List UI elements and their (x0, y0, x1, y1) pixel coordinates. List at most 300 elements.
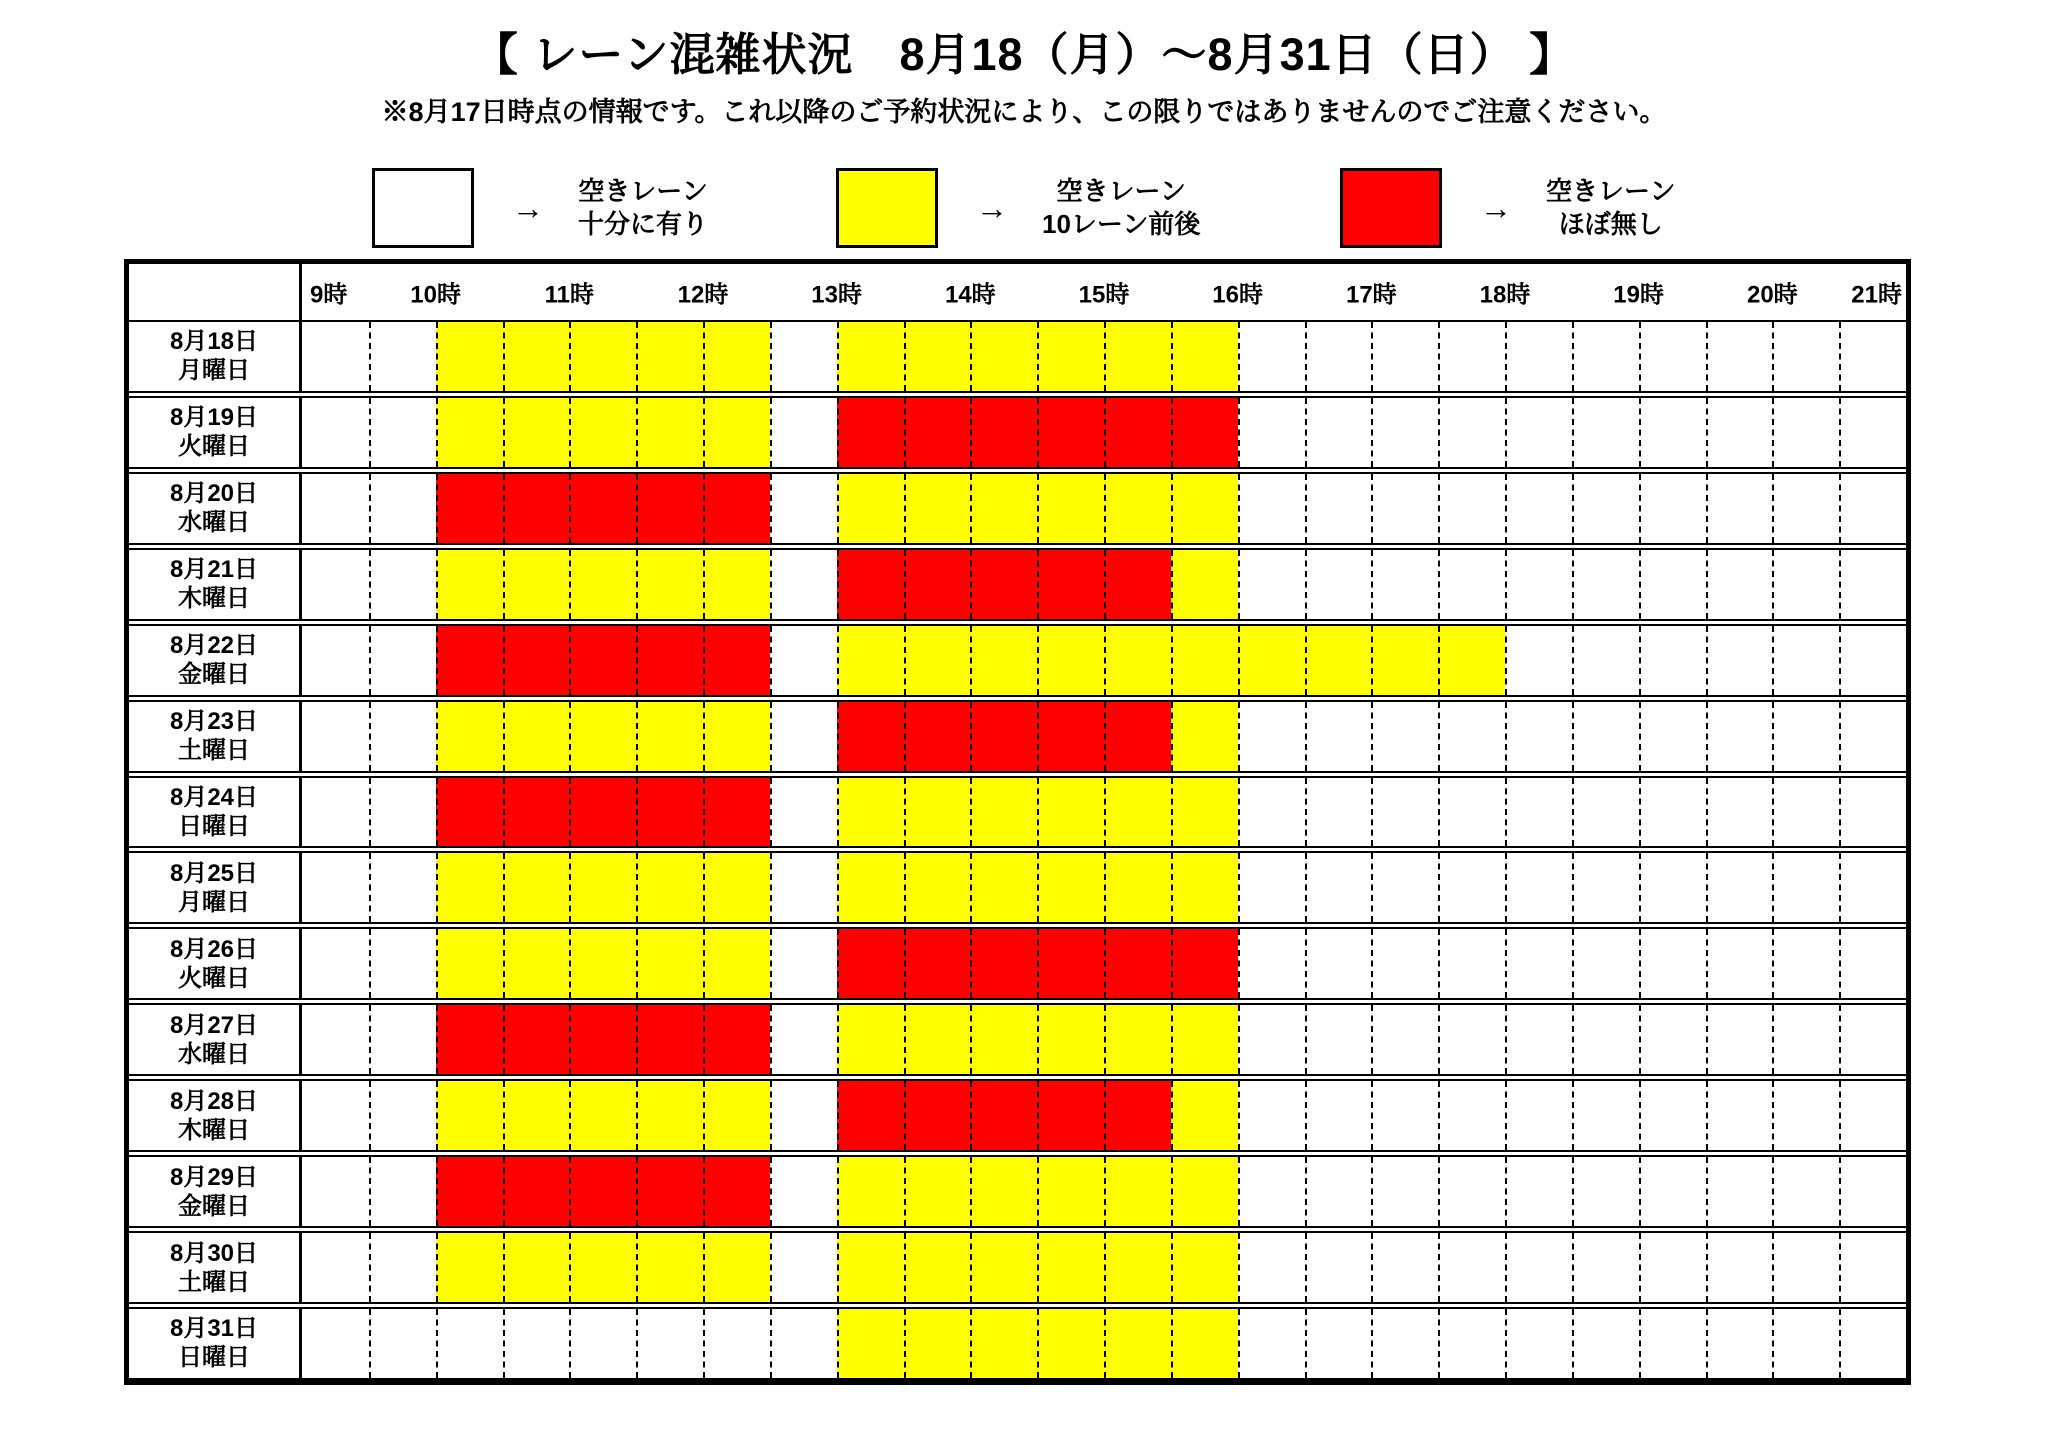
time-slot (1438, 778, 1505, 847)
schedule-row (129, 700, 1906, 773)
weekday-label: 土曜日 (178, 1268, 250, 1296)
hour-label: 10時 (410, 281, 462, 309)
time-slot (970, 322, 1037, 391)
time-slot (1305, 1309, 1372, 1378)
time-slot (904, 1157, 971, 1226)
time-slot (1037, 474, 1104, 543)
time-slot (1772, 474, 1839, 543)
time-slot (1505, 1157, 1572, 1226)
time-slot (1305, 474, 1372, 543)
date-cell (129, 1157, 302, 1226)
arrow-icon: → (512, 189, 544, 226)
time-slot (1371, 702, 1438, 771)
time-slot (904, 1309, 971, 1378)
time-slot (503, 1157, 570, 1226)
weekday-label: 月曜日 (178, 888, 250, 916)
time-slot (1639, 1081, 1706, 1150)
time-slot (436, 929, 503, 998)
time-slot (503, 1005, 570, 1074)
slot-strip (302, 626, 1906, 695)
date-label: 8月26日 (169, 935, 259, 963)
date-label: 8月29日 (169, 1163, 259, 1191)
time-slot (569, 1081, 636, 1150)
weekday-label: 火曜日 (178, 433, 250, 461)
time-slot (1171, 1233, 1238, 1302)
time-slot (1305, 929, 1372, 998)
hour-label: 21時 (1851, 281, 1902, 309)
date-cell (129, 398, 302, 467)
time-slot (837, 322, 904, 391)
hour-label: 19時 (1613, 281, 1665, 309)
time-slot (503, 398, 570, 467)
time-slot (436, 1233, 503, 1302)
time-slot (369, 1309, 436, 1378)
time-slot (703, 1081, 770, 1150)
time-slot (904, 398, 971, 467)
date-label: 8月27日 (169, 1011, 259, 1039)
time-slot (837, 702, 904, 771)
time-slot (1238, 1081, 1305, 1150)
time-slot (837, 853, 904, 922)
time-slot (1238, 778, 1305, 847)
time-slot (1639, 474, 1706, 543)
time-slot (1505, 398, 1572, 467)
time-slot (770, 322, 837, 391)
time-slot (1037, 626, 1104, 695)
page-subtitle: ※8月17日時点の情報です。これ以降のご予約状況により、この限りではありませんのでご注意ください。 (381, 97, 1667, 127)
time-slot (1505, 1309, 1572, 1378)
time-slot (1371, 778, 1438, 847)
time-slot (636, 929, 703, 998)
weekday-label: 土曜日 (178, 737, 250, 765)
time-slot (1438, 1005, 1505, 1074)
legend-label-line1: 空きレーン (1056, 176, 1186, 206)
time-slot (1772, 398, 1839, 467)
legend-label-line2: 十分に有り (578, 209, 709, 239)
date-cell (129, 853, 302, 922)
time-slot (1772, 1005, 1839, 1074)
time-slot (703, 1309, 770, 1378)
time-slot (1839, 550, 1906, 619)
time-slot (1772, 702, 1839, 771)
weekday-label: 水曜日 (178, 1040, 250, 1068)
time-slot (970, 550, 1037, 619)
time-slot (970, 1233, 1037, 1302)
time-slot (1438, 398, 1505, 467)
time-slot (1238, 853, 1305, 922)
time-slot (1706, 702, 1773, 771)
time-slot (1037, 398, 1104, 467)
time-slot (1104, 1157, 1171, 1226)
time-slot (1572, 1005, 1639, 1074)
time-slot (1371, 322, 1438, 391)
legend-swatch-red (1340, 168, 1442, 248)
hour-label: 18時 (1479, 281, 1531, 309)
time-slot (1572, 929, 1639, 998)
time-slot (1104, 702, 1171, 771)
date-cell (129, 322, 302, 391)
time-slot (904, 853, 971, 922)
time-slot (1305, 626, 1372, 695)
time-slot (1839, 1081, 1906, 1150)
time-slot (369, 322, 436, 391)
hour-label: 9時 (310, 281, 348, 309)
legend-item-full (1340, 168, 1675, 248)
schedule-row (129, 624, 1906, 697)
time-slot (636, 1309, 703, 1378)
time-slot (436, 1081, 503, 1150)
time-slot (1639, 1157, 1706, 1226)
time-slot (1238, 1233, 1305, 1302)
hour-labels (302, 264, 1906, 320)
time-slot (569, 702, 636, 771)
time-slot (302, 474, 369, 543)
time-slot (302, 1081, 369, 1150)
time-slot (1371, 398, 1438, 467)
time-slot (302, 626, 369, 695)
schedule-row (129, 1003, 1906, 1076)
time-slot (1505, 702, 1572, 771)
time-slot (1505, 929, 1572, 998)
time-slot (369, 1081, 436, 1150)
date-label: 8月19日 (169, 404, 259, 432)
time-slot (703, 1157, 770, 1226)
time-slot (503, 702, 570, 771)
time-slot (436, 398, 503, 467)
time-slot (1438, 550, 1505, 619)
date-cell (129, 474, 302, 543)
time-slot (1037, 550, 1104, 619)
hour-label: 13時 (811, 281, 863, 309)
date-label: 8月23日 (169, 708, 259, 736)
page-title: 【 レーン混雑状況 8月18（月）～8月31日（日） 】 (472, 29, 1576, 80)
slot-strip (302, 1081, 1906, 1150)
time-slot (1772, 1309, 1839, 1378)
time-slot (503, 929, 570, 998)
date-label: 8月21日 (169, 556, 259, 584)
time-slot (1639, 853, 1706, 922)
time-slot (503, 778, 570, 847)
weekday-label: 日曜日 (178, 1344, 250, 1372)
time-slot (1706, 626, 1773, 695)
slot-strip (302, 1157, 1906, 1226)
time-slot (1839, 1157, 1906, 1226)
time-slot (1371, 853, 1438, 922)
time-slot (1305, 1157, 1372, 1226)
time-slot (569, 322, 636, 391)
time-slot (1639, 550, 1706, 619)
time-slot (1706, 1157, 1773, 1226)
time-slot (302, 778, 369, 847)
time-slot (970, 853, 1037, 922)
schedule-row (129, 1155, 1906, 1228)
time-slot (1438, 322, 1505, 391)
schedule-row (129, 322, 1906, 393)
time-slot (1238, 550, 1305, 619)
time-slot (703, 626, 770, 695)
time-slot (1037, 1081, 1104, 1150)
time-slot (837, 1005, 904, 1074)
time-slot (1238, 474, 1305, 543)
weekday-label: 月曜日 (178, 357, 250, 385)
time-slot (503, 1309, 570, 1378)
time-slot (904, 702, 971, 771)
time-slot (1238, 398, 1305, 467)
time-slot (302, 1309, 369, 1378)
weekday-label: 金曜日 (178, 661, 250, 689)
time-slot (436, 702, 503, 771)
time-slot (369, 398, 436, 467)
time-slot (1371, 474, 1438, 543)
time-slot (1171, 929, 1238, 998)
time-slot (904, 550, 971, 619)
time-slot (1171, 1005, 1238, 1074)
time-slot (503, 626, 570, 695)
date-cell (129, 1309, 302, 1378)
time-slot (1438, 929, 1505, 998)
time-slot (1839, 626, 1906, 695)
time-slot (636, 778, 703, 847)
time-slot (1037, 929, 1104, 998)
time-slot (1037, 1309, 1104, 1378)
time-slot (1238, 1157, 1305, 1226)
arrow-icon: → (976, 189, 1008, 226)
time-slot (970, 1157, 1037, 1226)
time-slot (1839, 398, 1906, 467)
time-slot (770, 1005, 837, 1074)
time-slot (837, 1081, 904, 1150)
time-slot (1839, 1005, 1906, 1074)
time-slot (1706, 398, 1773, 467)
time-slot (1706, 550, 1773, 619)
time-slot (837, 929, 904, 998)
time-slot (369, 853, 436, 922)
time-slot (1171, 474, 1238, 543)
time-slot (569, 1005, 636, 1074)
time-slot (1171, 322, 1238, 391)
time-slot (369, 1233, 436, 1302)
schedule-row (129, 1307, 1906, 1380)
time-slot (1305, 398, 1372, 467)
time-slot (1772, 853, 1839, 922)
schedule-row (129, 472, 1906, 545)
date-label: 8月18日 (169, 328, 259, 356)
legend-label-line2: 10レーン前後 (1042, 209, 1201, 239)
table-header-row (129, 264, 1906, 322)
time-slot (569, 1157, 636, 1226)
time-slot (1438, 626, 1505, 695)
time-slot (1839, 322, 1906, 391)
time-slot (569, 929, 636, 998)
time-slot (1104, 474, 1171, 543)
time-slot (970, 474, 1037, 543)
time-slot (436, 853, 503, 922)
time-slot (1839, 929, 1906, 998)
time-slot (369, 550, 436, 619)
schedule-row (129, 548, 1906, 621)
time-slot (436, 550, 503, 619)
time-slot (970, 1005, 1037, 1074)
time-slot (1706, 1233, 1773, 1302)
time-slot (1171, 398, 1238, 467)
time-slot (1037, 778, 1104, 847)
time-slot (1305, 322, 1372, 391)
time-slot (1171, 853, 1238, 922)
time-slot (1171, 1157, 1238, 1226)
time-slot (837, 1309, 904, 1378)
time-slot (569, 474, 636, 543)
time-slot (436, 322, 503, 391)
time-slot (436, 474, 503, 543)
time-slot (1572, 702, 1639, 771)
time-slot (1238, 322, 1305, 391)
date-label: 8月20日 (169, 480, 259, 508)
time-slot (302, 1157, 369, 1226)
time-slot (436, 1005, 503, 1074)
slot-strip (302, 929, 1906, 998)
time-slot (302, 398, 369, 467)
weekday-label: 水曜日 (178, 509, 250, 537)
time-slot (503, 853, 570, 922)
time-slot (703, 398, 770, 467)
time-slot (1639, 1309, 1706, 1378)
time-slot (1171, 1081, 1238, 1150)
time-slot (1639, 398, 1706, 467)
time-slot (1772, 778, 1839, 847)
time-slot (1639, 929, 1706, 998)
time-slot (569, 778, 636, 847)
hour-label: 16時 (1212, 281, 1264, 309)
time-slot (569, 626, 636, 695)
time-slot (770, 853, 837, 922)
time-slot (1104, 1081, 1171, 1150)
time-slot (1037, 702, 1104, 771)
time-slot (1505, 1005, 1572, 1074)
time-slot (837, 1157, 904, 1226)
date-label: 8月24日 (169, 783, 259, 811)
time-slot (302, 1233, 369, 1302)
time-slot (1305, 853, 1372, 922)
time-slot (837, 398, 904, 467)
time-slot (904, 1005, 971, 1074)
legend-swatch-white (372, 168, 474, 248)
time-slot (1772, 1157, 1839, 1226)
time-slot (1706, 322, 1773, 391)
time-slot (1572, 853, 1639, 922)
time-slot (1104, 1309, 1171, 1378)
time-slot (904, 474, 971, 543)
date-cell (129, 550, 302, 619)
time-slot (1238, 1309, 1305, 1378)
time-slot (636, 626, 703, 695)
time-slot (1438, 853, 1505, 922)
legend-label-line1: 空きレーン (1546, 176, 1676, 206)
time-slot (970, 1309, 1037, 1378)
legend-label (578, 175, 708, 241)
legend-swatch-yellow (836, 168, 938, 248)
time-slot (1238, 929, 1305, 998)
time-slot (703, 1233, 770, 1302)
time-slot (1104, 1233, 1171, 1302)
time-slot (1706, 778, 1773, 847)
time-slot (1572, 474, 1639, 543)
time-slot (636, 1233, 703, 1302)
legend-label-line2: ほぼ無し (1558, 209, 1663, 239)
date-cell (129, 626, 302, 695)
time-slot (1572, 322, 1639, 391)
time-slot (1171, 778, 1238, 847)
time-slot (569, 1309, 636, 1378)
time-slot (770, 626, 837, 695)
time-slot (302, 1005, 369, 1074)
time-slot (1371, 626, 1438, 695)
time-slot (1104, 626, 1171, 695)
time-slot (503, 474, 570, 543)
time-slot (503, 322, 570, 391)
schedule-row (129, 396, 1906, 469)
time-slot (1371, 1081, 1438, 1150)
time-slot (302, 550, 369, 619)
time-slot (1505, 853, 1572, 922)
time-slot (770, 474, 837, 543)
time-slot (436, 626, 503, 695)
date-cell (129, 1081, 302, 1150)
time-slot (1305, 778, 1372, 847)
slot-strip (302, 778, 1906, 847)
time-slot (970, 1081, 1037, 1150)
hour-label: 20時 (1746, 281, 1798, 309)
date-cell (129, 1005, 302, 1074)
time-slot (503, 1081, 570, 1150)
time-slot (1572, 550, 1639, 619)
schedule-row (129, 1079, 1906, 1152)
time-slot (904, 1233, 971, 1302)
time-slot (1104, 550, 1171, 619)
date-label: 8月25日 (169, 859, 259, 887)
time-slot (770, 702, 837, 771)
slot-strip (302, 1233, 1906, 1302)
time-slot (970, 626, 1037, 695)
time-slot (1438, 1233, 1505, 1302)
date-cell (129, 1233, 302, 1302)
time-slot (1371, 1233, 1438, 1302)
time-slot (1305, 702, 1372, 771)
time-slot (1772, 1081, 1839, 1150)
time-slot (1171, 702, 1238, 771)
time-slot (1371, 1309, 1438, 1378)
weekday-label: 木曜日 (178, 585, 250, 613)
time-slot (1505, 1233, 1572, 1302)
slot-strip (302, 322, 1906, 391)
time-slot (569, 853, 636, 922)
time-slot (770, 929, 837, 998)
slot-strip (302, 853, 1906, 922)
time-slot (1438, 474, 1505, 543)
weekday-label: 日曜日 (178, 812, 250, 840)
slot-strip (302, 474, 1906, 543)
time-slot (1371, 929, 1438, 998)
arrow-icon: → (1480, 189, 1512, 226)
time-slot (1037, 1005, 1104, 1074)
time-slot (837, 626, 904, 695)
time-slot (970, 398, 1037, 467)
hour-label: 17時 (1345, 281, 1397, 309)
time-slot (1639, 702, 1706, 771)
time-slot (837, 778, 904, 847)
time-slot (369, 626, 436, 695)
time-slot (436, 778, 503, 847)
time-slot (1438, 1157, 1505, 1226)
